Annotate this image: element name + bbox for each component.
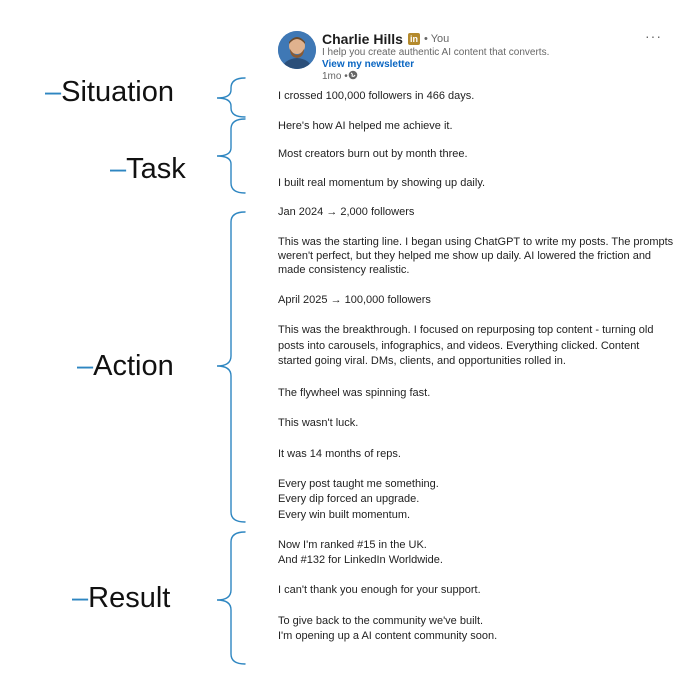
post-line: It was 14 months of reps. bbox=[278, 448, 401, 460]
post-line: Every post taught me something. bbox=[278, 478, 439, 490]
connection-degree: • You bbox=[424, 33, 450, 45]
post-line: posts into carousels, infographics, and videos. Everything clicked. Content bbox=[278, 340, 640, 352]
post-line: April 2025 → 100,000 followers bbox=[278, 294, 431, 306]
post-line: I'm opening up a AI content community soon. bbox=[278, 630, 498, 642]
post-line: weren't perfect, but they helped me show up daily. AI lowered the friction and bbox=[278, 250, 652, 262]
post-line: This was the starting line. I began using ChatGPT to write my posts. The prompts bbox=[278, 236, 674, 248]
author-name[interactable]: Charlie Hills bbox=[322, 31, 403, 47]
author-headline: I help you create authentic AI content that converts. bbox=[322, 47, 550, 58]
post-line: Jan 2024 → 2,000 followers bbox=[278, 206, 415, 218]
post-line: This wasn't luck. bbox=[278, 417, 359, 429]
post-line: To give back to the community we've built. bbox=[278, 615, 484, 627]
post-line: I built real momentum by showing up daily. bbox=[278, 177, 486, 189]
post-line: And #132 for LinkedIn Worldwide. bbox=[278, 554, 443, 566]
post-line: started going viral. DMs, clients, and opportunities rolled in. bbox=[278, 355, 566, 367]
task-text: Task bbox=[126, 153, 186, 185]
action-bracket bbox=[217, 212, 245, 522]
situation-bracket bbox=[217, 78, 245, 117]
result-bracket bbox=[217, 532, 245, 664]
label-dash: – bbox=[77, 350, 94, 382]
more-options-button[interactable]: ··· bbox=[645, 28, 662, 44]
post-line: I crossed 100,000 followers in 466 days. bbox=[278, 90, 475, 102]
task-bracket bbox=[217, 119, 245, 193]
label-dash: – bbox=[72, 582, 89, 614]
post-line: The flywheel was spinning fast. bbox=[278, 387, 431, 399]
post-line: Now I'm ranked #15 in the UK. bbox=[278, 539, 427, 551]
post-line: Most creators burn out by month three. bbox=[278, 148, 468, 160]
situation-text: Situation bbox=[61, 76, 174, 108]
post-line: made consistency realistic. bbox=[278, 264, 410, 276]
post-line: Every dip forced an upgrade. bbox=[278, 493, 420, 505]
action-text: Action bbox=[93, 350, 174, 382]
label-dash: – bbox=[45, 76, 62, 108]
result-text: Result bbox=[88, 582, 171, 614]
linkedin-icon: in bbox=[410, 34, 418, 44]
newsletter-link[interactable]: View my newsletter bbox=[322, 59, 415, 70]
post-line: Here's how AI helped me achieve it. bbox=[278, 120, 453, 132]
label-dash: – bbox=[110, 153, 127, 185]
post-line: This was the breakthrough. I focused on repurposing top content - turning old bbox=[278, 324, 654, 336]
post-line: I can't thank you enough for your support. bbox=[278, 584, 481, 596]
post-time: 1mo • bbox=[322, 71, 348, 82]
post-line: Every win built momentum. bbox=[278, 509, 411, 521]
